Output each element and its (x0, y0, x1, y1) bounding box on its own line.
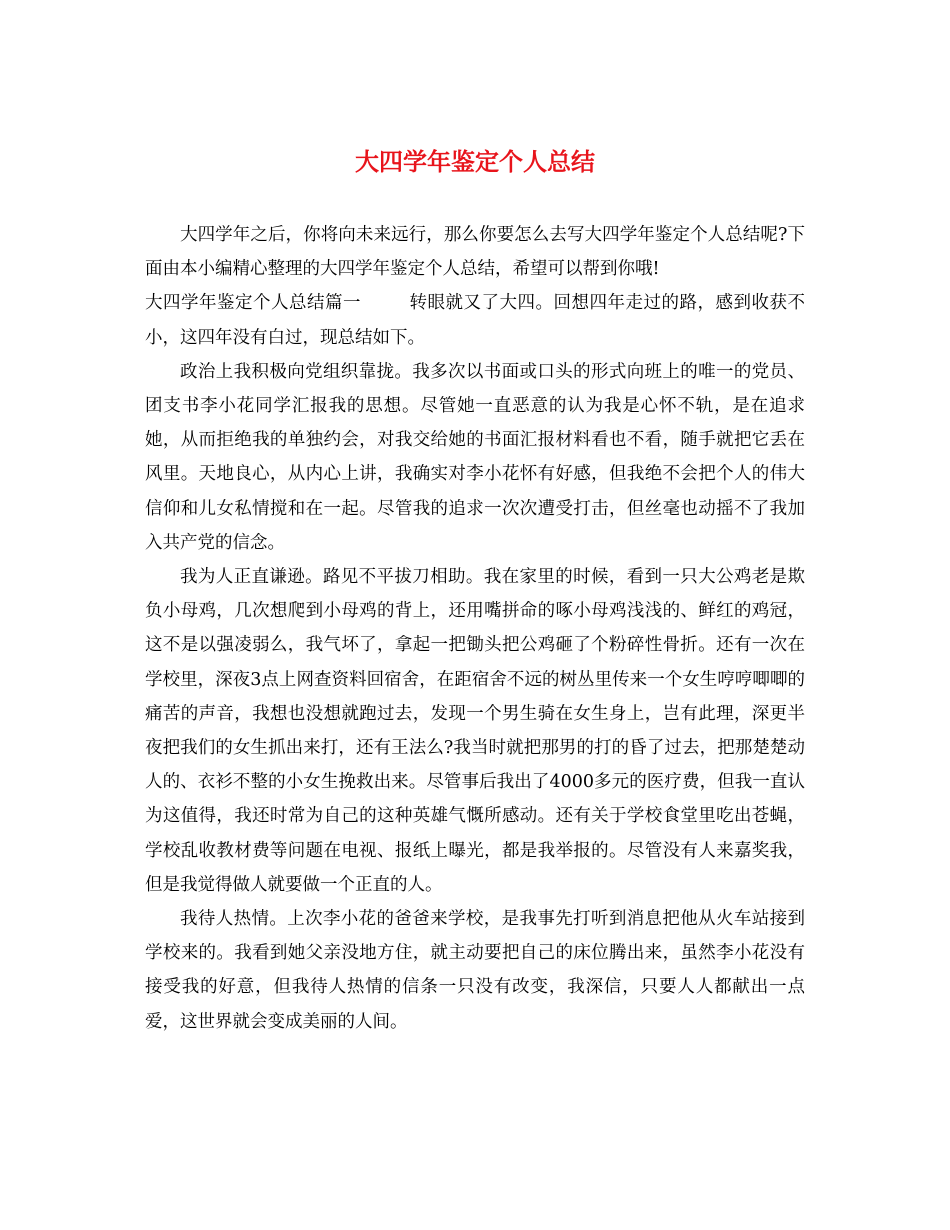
section-paragraph (145, 286, 805, 354)
document-body (145, 218, 805, 1039)
politics-paragraph: 政治上我积极向党组织靠拢。我多次以书面或口头的形式向班上的唯一的党员、团支书李小花同学汇报我的思想。尽管她一直恶意的认为我是心怀不轨，是在追求她，从而拒绝我的单独约会，对我交给她的书面汇报材料看也不看，随手就把它丢在风里。天地良心，从内心上讲，我确实对李小花怀有好感，但我绝不会把个人的伟大信仰和儿女私情搅和在一起。尽管我的追求一次次遭受打击，但丝毫也动摇不了我加入共产党的信念。 (145, 361, 805, 553)
integrity-paragraph: 我为人正直谦逊。路见不平拔刀相助。我在家里的时候，看到一只大公鸡老是欺负小母鸡，几次想爬到小母鸡的背上，还用嘴拼命的啄小母鸡浅浅的、鲜红的鸡冠，这不是以强凌弱么，我气坏了，拿起一把锄头把公鸡砸了个粉碎性骨折。还有一次在学校里，深夜3点上网查资料回宿舍，在距宿舍不远的树丛里传来一个女生哼哼唧唧的痛苦的声音，我想也没想就跑过去，发现一个男生骑在女生身上，岂有此理，深更半夜把我们的女生抓出来打，还有王法么?我当时就把那男的打的昏了过去，把那楚楚动人的、衣衫不整的小女生挽救出来。尽管事后我出了4000多元的医疗费，但我一直认为这值得，我还时常为自己的这种英雄气慨所感动。还有关于学校食堂里吃出苍蝇，学校乱收教材费等问题在电视、报纸上曝光，都是我举报的。尽管没有人来嘉奖我，但是我觉得做人就要做一个正直的人。 (145, 567, 805, 895)
document-title: 大四学年鉴定个人总结 (355, 147, 595, 176)
section-heading: 大四学年鉴定个人总结篇一 (145, 293, 361, 314)
intro-paragraph: 大四学年之后，你将向未来远行，那么你要怎么去写大四学年鉴定个人总结呢?下面由本小编精心整理的大四学年鉴定个人总结，希望可以帮到你哦! (145, 225, 805, 280)
section-gap (361, 293, 410, 313)
section-text: 转眼就又了大四。回想四年走过的路，感到收获不小，这四年没有白过，现总结如下。 (145, 293, 805, 348)
warmth-paragraph: 我待人热情。上次李小花的爸爸来学校，是我事先打听到消息把他从火车站接到学校来的。我看到她父亲没地方住，就主动要把自己的床位腾出来，虽然李小花没有接受我的好意，但我待人热情的信条一只没有改变，我深信，只要人人都献出一点爱，这世界就会变成美丽的人间。 (145, 909, 805, 1032)
